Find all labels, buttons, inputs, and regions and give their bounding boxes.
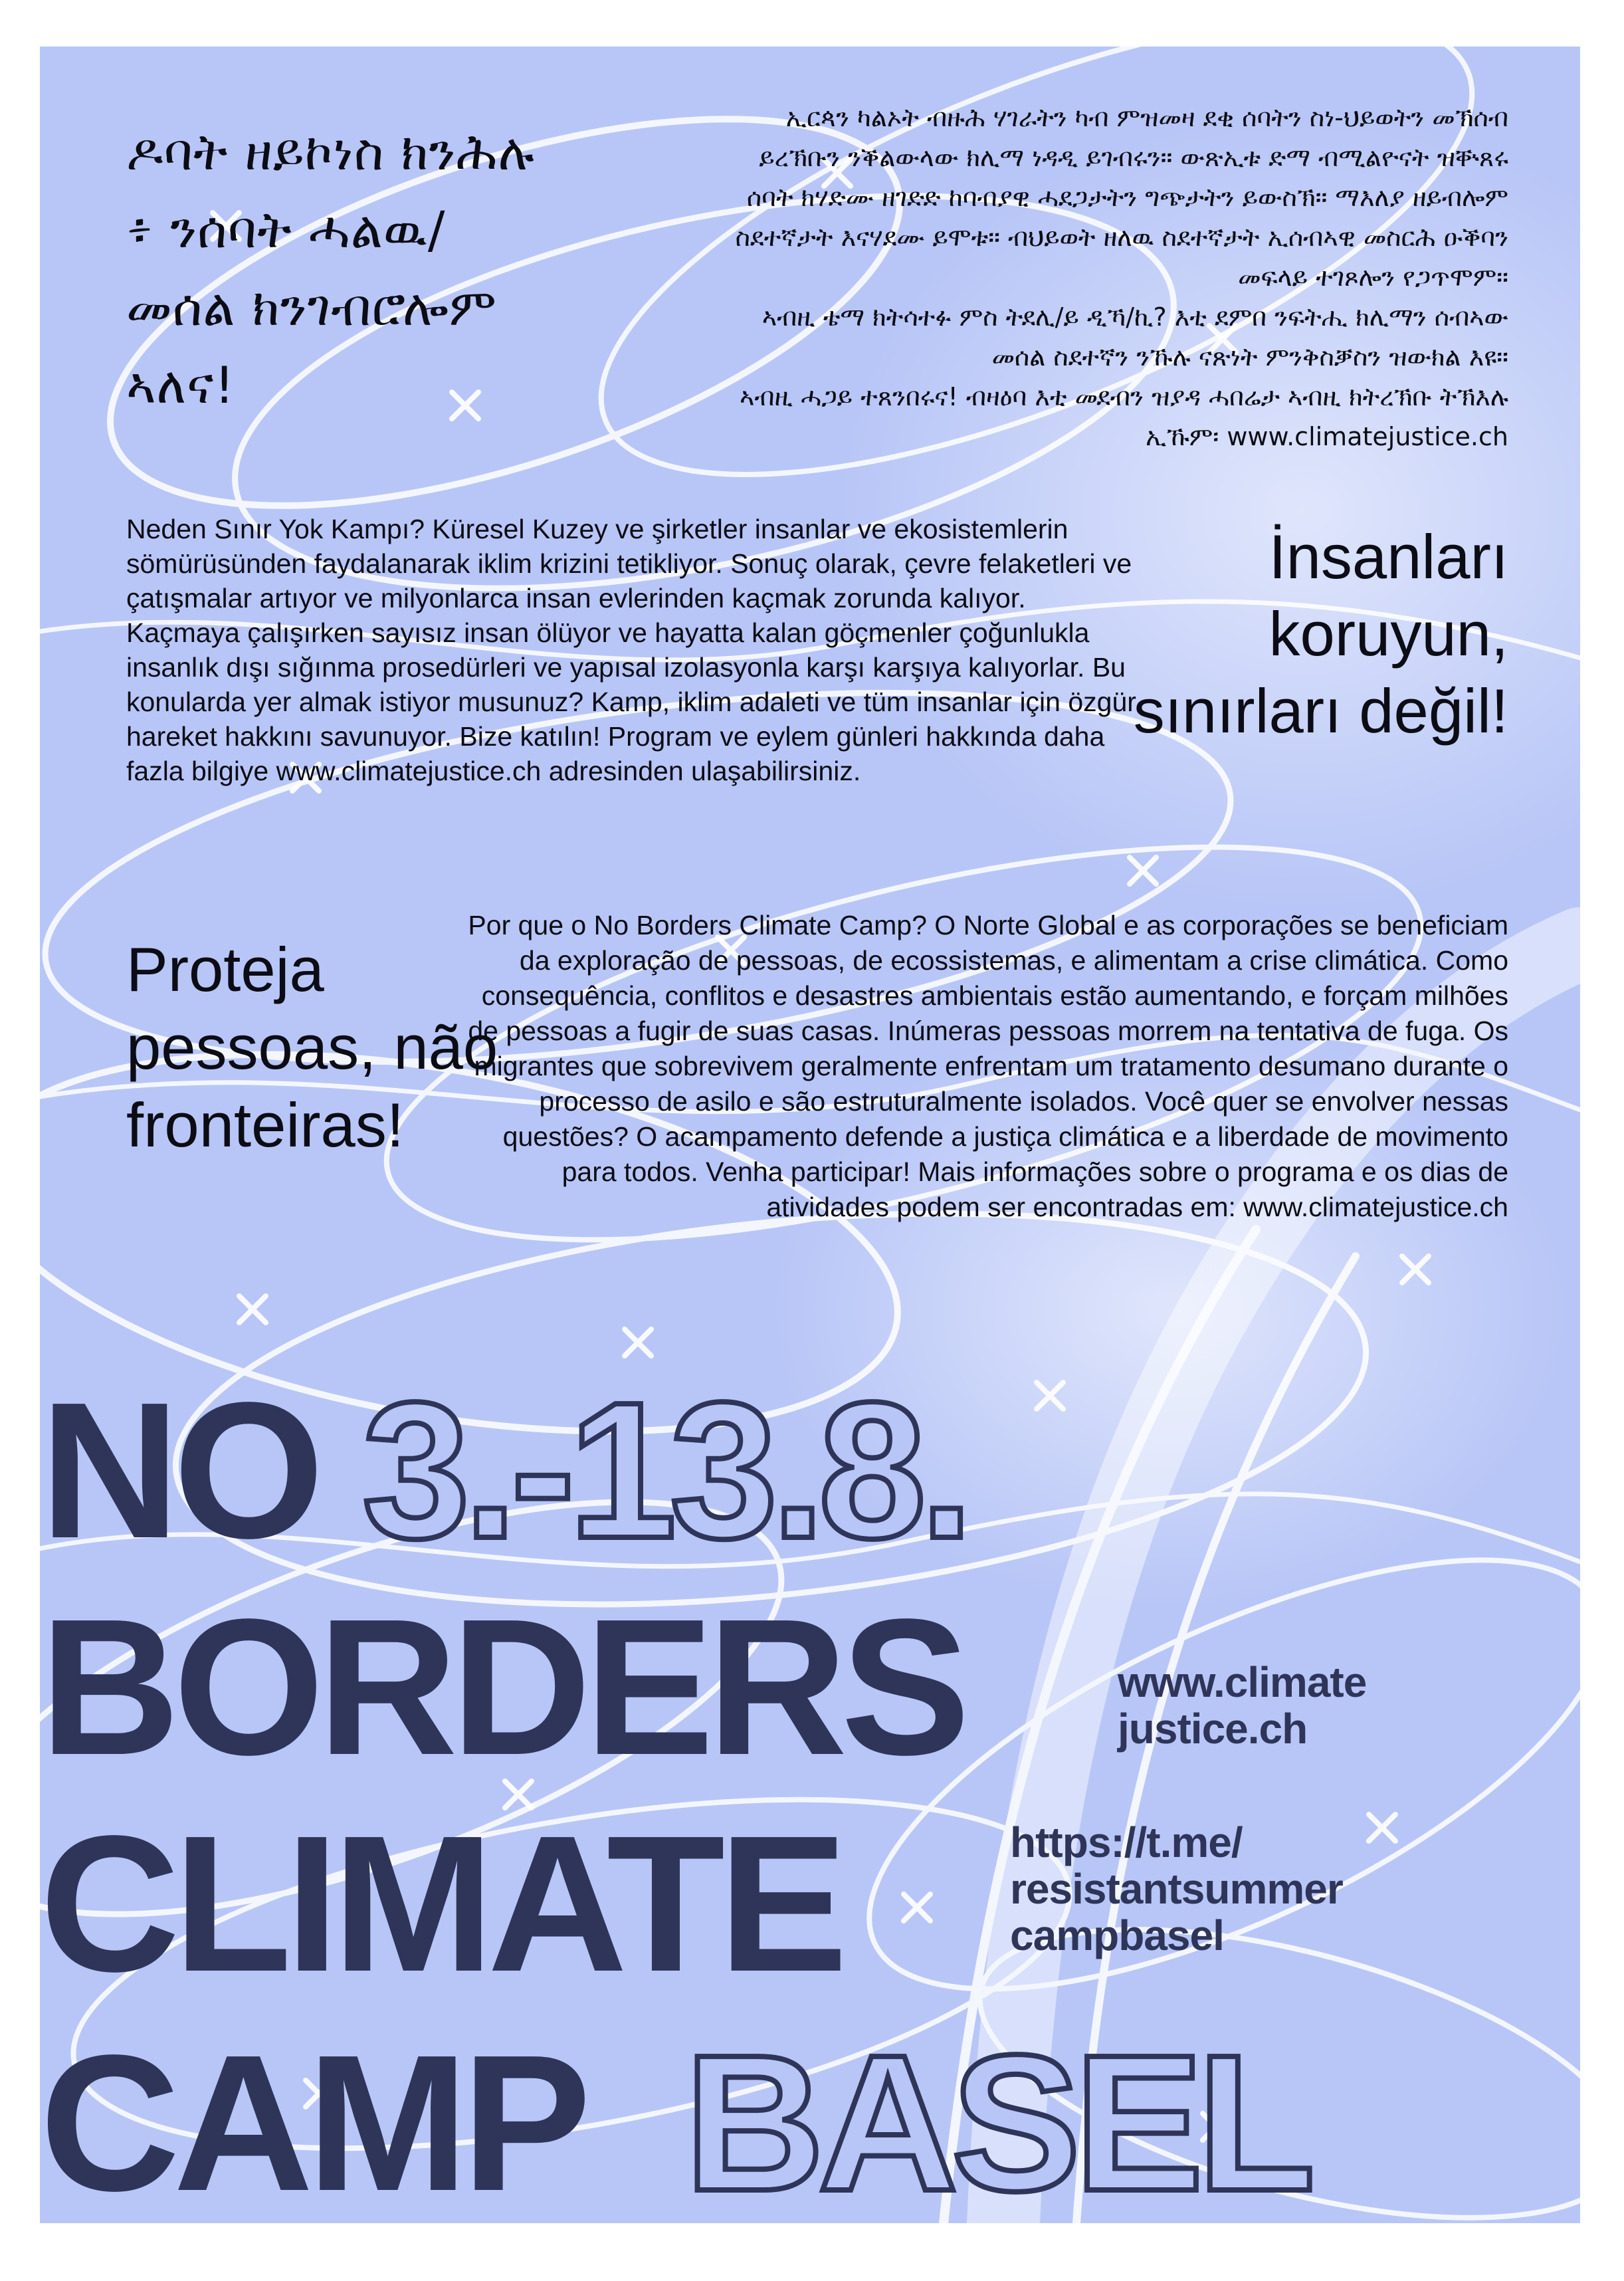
tigrinya-heading: ዶባት ዘይኮነስ ክንሕሉ ፥ ንሰባት ሓልዉ/ መሰል ክንገብሮሎም ኣለና!: [126, 122, 535, 415]
tigrinya-line: ይረኽቡን ንቕልውላው ክሊማ ነዳዲ ይገብሩን። ውጽኢቱ ድማ ብሚልዮናት ዝቝጸሩ: [759, 143, 1508, 172]
title-no: NO: [40, 1362, 318, 1578]
title-climate: CLIMATE: [40, 1795, 841, 2012]
poster: [40, 47, 1580, 2223]
tigrinya-paragraph: [505, 98, 1508, 457]
turkish-paragraph: Neden Sınır Yok Kampı? Küresel Kuzey ve şirketler insanlar ve ekosistemlerin sömürüsünden faydalanarak iklim krizini tetikliyor. Sonuç olarak, çevre felaketleri ve çatışmalar artıyor ve milyonlarca insan evlerinden kaçmak zorunda kalıyor. Kaçmaya çalışırken sayısız insan ölüyor ve hayatta kalan göçmenler çoğunlukla insanlık dışı sığınma prosedürleri ve yapısal izolasyonla karşı karşıya kalıyorlar. Bu konularda yer almak istiyor musunuz? Kamp, iklim adaleti ve tüm insanlar için özgür hareket hakkını savunuyor. Bize katılın! Program ve eylem günleri hakkında daha fazla bilgiye www.climatejustice.ch adresinden ulaşabilirsiniz.: [126, 514, 1136, 786]
tigrinya-line: ኢርጳን ካልኦት ብዙሕ ሃገራትን ካብ ምዝመዛ ደቂ ሰባትን ስነ-ህይወትን መኽሰብ: [785, 103, 1508, 132]
tigrinya-line: ሰባት ክሃድሙ ዘገድድ ከባብያዊ ሓደጋታትን ግጭታትን ይውስኽ። ማእለያ ዘይብሎም: [746, 183, 1508, 212]
tigrinya-line: ኢኹም፡ www.climatejustice.ch: [1146, 422, 1508, 451]
telegram-link-line: resistantsummer: [1010, 1865, 1343, 1913]
title-camp: CAMP: [40, 2014, 585, 2223]
telegram-link[interactable]: [1010, 1819, 1488, 1959]
website-link-line: www.climate: [1118, 1658, 1367, 1706]
tigrinya-line: መፍላይ ተገጾሎን የጋጥሞም።: [1238, 263, 1508, 292]
portuguese-paragraph: Por que o No Borders Climate Camp? O Norte Global e as corporações se beneficiam da exploração de pessoas, de ecossistemas, e alimentam a crise climática. Como consequência, conflitos e desastres ambientais estão aumentando, e forçam milhões de pessoas a fugir de suas casas. Inúmeras pessoas morrem na tentativa de fuga. Os migrantes que sobrevivem geralmente enfrentam um tratamento desumano durante o processo de asilo e são estruturalmente isolados. Você quer se envolver nessas questões? O acampamento defende a justiça climática e a liberdade de movimento para todos. Venha participar! Mais informações sobre o programa e os dias de atividades podem ser encontradas em: www.climatejustice.ch: [468, 910, 1508, 1222]
website-link[interactable]: [1118, 1659, 1516, 1752]
title-borders: BORDERS: [40, 1578, 964, 1795]
tigrinya-line: መሰል ስደተኛን ንኹሉ ናጽነት ምንቅስቓስን ዝውክል እዩ።: [991, 342, 1508, 372]
website-link-line: justice.ch: [1118, 1705, 1308, 1753]
portuguese-heading: Proteja pessoas, não fronteiras!: [126, 934, 498, 1160]
turkish-heading: İnsanları koruyun, sınırları değil!: [1133, 522, 1508, 746]
tigrinya-line: ኣብዚ ቴማ ክትሳተፉ ምስ ትደሊ/ይ ዲኻ/ኪ? እቲ ደምበ ንፍትሒ ክሊማን ሰብኣው: [761, 302, 1508, 332]
title-dates: 3.-13.8.: [362, 1362, 967, 1578]
telegram-link-line: campbasel: [1010, 1911, 1224, 1959]
tigrinya-line: ኣብዚ ሓጋይ ተጸንበሩና! ብዛዕባ እቲ መደብን ዝያዳ ሓበሬታ ኣብዚ ክትረኽቡ ትኽእሉ: [740, 382, 1508, 411]
telegram-link-line: https://t.me/: [1010, 1818, 1243, 1866]
title-city: BASEL: [684, 2014, 1309, 2223]
tigrinya-line: ስደተኛታት እናሃደሙ ይሞቱ። ብህይወት ዘለዉ ስደተኛታት ኢሰብኣዊ መስርሕ ዑቕባን: [735, 223, 1508, 252]
